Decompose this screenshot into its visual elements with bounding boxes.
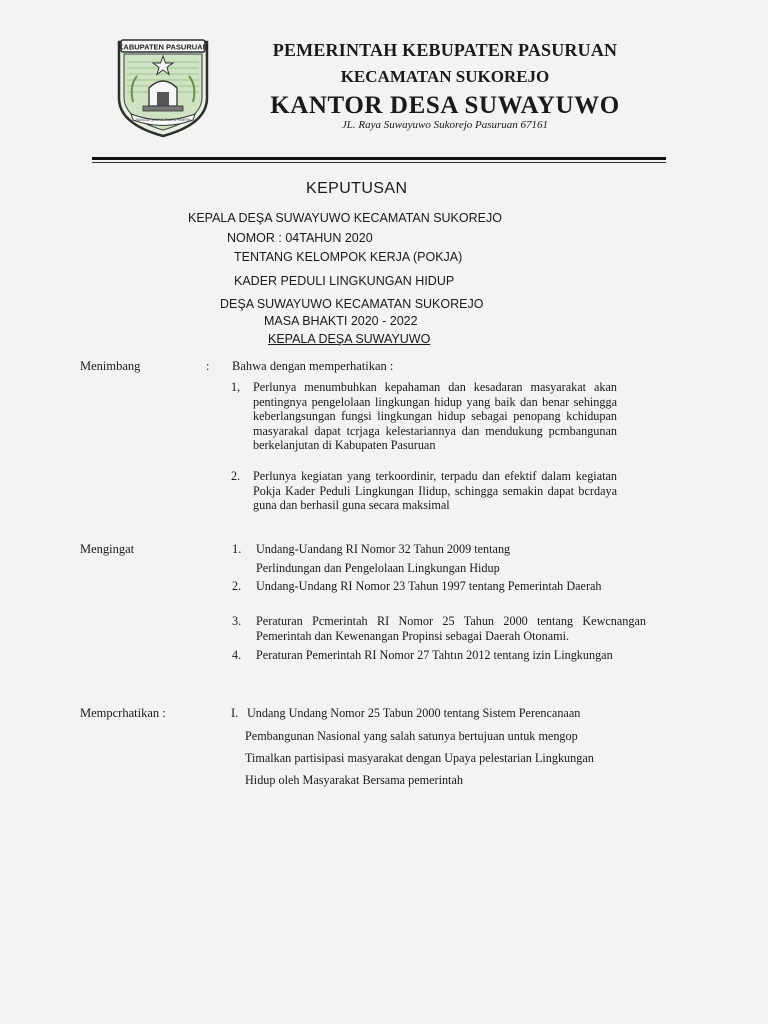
logo-banner-text: KABUPATEN PASURUAN bbox=[118, 42, 208, 52]
office-address: JL. Raya Suwayuwo Sukorejo Pasuruan 67161 bbox=[341, 119, 549, 131]
decree-number: NOMOR : 04TAHUN 2020 bbox=[227, 231, 373, 245]
regency-emblem-logo bbox=[113, 36, 213, 140]
item-number: 1. bbox=[232, 542, 242, 556]
menimbang-label: Menimbang bbox=[80, 359, 141, 373]
district-name: KECAMATAN SUKOREJO bbox=[340, 67, 550, 86]
office-name: KANTOR DESA SUWAYUWO bbox=[270, 92, 620, 119]
title-line-6: MASA BHAKTI 2020 - 2022 bbox=[264, 314, 418, 328]
item-text-line: Perlindungan dan Pengelolaan Lingkungan Hidup bbox=[256, 561, 500, 575]
mengingat-item bbox=[232, 648, 646, 663]
item-number: I. bbox=[231, 706, 239, 720]
item-text-line: Hidup oleh Masyarakat Bersama pemerintah bbox=[245, 773, 463, 787]
title-line-7: KEPALA DEŞA SUWAYUWO bbox=[268, 332, 431, 346]
item-text: Perlunya kegiatan yang terkoordinir, terpadu dan efektif dalam kegiatan Pokja Kader Peduli Lingkungan Ilidup, schingga semakin dapat bcrdaya guna dan berhasil guna secara maksimal bbox=[253, 469, 617, 513]
item-text: Undang-Undang RI Nomor 23 Tahun 1997 tentang Pemerintah Daerah bbox=[256, 579, 602, 593]
title-line-5: DEŞA SUWAYUWO KECAMATAN SUKOREJO bbox=[220, 297, 484, 311]
item-number: 1, bbox=[231, 380, 241, 394]
header-divider-thick bbox=[92, 157, 666, 160]
item-text-line: Pembangunan Nasional yang salah satunya bertujuan untuk mengop bbox=[245, 729, 578, 743]
item-text: Perlunya menumbuhkan kepahaman dan kesadaran masyarakat akan pentingnya pengelolaan lingkungan hidup yang baik dan benar sehingga keberlangsungan fungsi lingkungan hidup sebagai penopang kchidupan masyarakal dapat tcrjaga kelestariannya dan mendukung pcmbangunan berkelanjutan di Kabupaten Pasuruan bbox=[253, 380, 617, 453]
item-number: 3. bbox=[232, 614, 242, 628]
item-text-line: Timalkan partisipasi masyarakat dengan Upaya pelestarian Lingkungan bbox=[245, 751, 594, 765]
document-title: KEPUTUSAN bbox=[306, 180, 408, 197]
menimbang-intro: Bahwa dengan memperhatikan : bbox=[232, 359, 394, 373]
item-number: 4. bbox=[232, 648, 242, 662]
memperhatikan-label: Mempcrhatikan : bbox=[80, 706, 166, 720]
menimbang-colon: : bbox=[206, 359, 210, 373]
logo-motto-text: BANGUN KARYA TANPA PAMRIH bbox=[135, 118, 191, 122]
menimbang-item bbox=[231, 469, 617, 513]
title-line-1: KEPALA DEŞA SUWAYUWO KECAMATAN SUKOREJO bbox=[188, 211, 502, 225]
title-line-4: KADER PEDULI LINGKUNGAN HIDUP bbox=[234, 274, 455, 288]
mengingat-label: Mengingat bbox=[80, 542, 135, 556]
item-number: 2. bbox=[232, 579, 242, 593]
header-divider-thin bbox=[92, 162, 666, 163]
mengingat-item bbox=[232, 614, 646, 643]
item-text: Peraturan Pemerintah RI Nomor 27 Tahtın 2012 tentang izin Lingkungan bbox=[256, 648, 613, 662]
item-text-line: Undang-Uandang RI Nomor 32 Tahun 2009 tentang bbox=[256, 542, 511, 556]
menimbang-item bbox=[231, 380, 617, 453]
item-number: 2. bbox=[231, 469, 241, 483]
mengingat-item bbox=[232, 579, 646, 594]
government-name: PEMERINTAH KEBUPATEN PASURUAN bbox=[272, 40, 618, 60]
item-text: Peraturan Pcmerintah RI Nomor 25 Tahun 2000 tentang Kewcnangan Pemerintah dan Kewenangan Propinsi sebagai Daerah Otonami. bbox=[256, 614, 646, 643]
item-text-line: Undang Undang Nomor 25 Tabun 2000 tentang Sistem Perencanaan bbox=[247, 706, 581, 720]
title-line-3: TENTANG KELOMPOK KERJA (POKJA) bbox=[234, 250, 463, 264]
